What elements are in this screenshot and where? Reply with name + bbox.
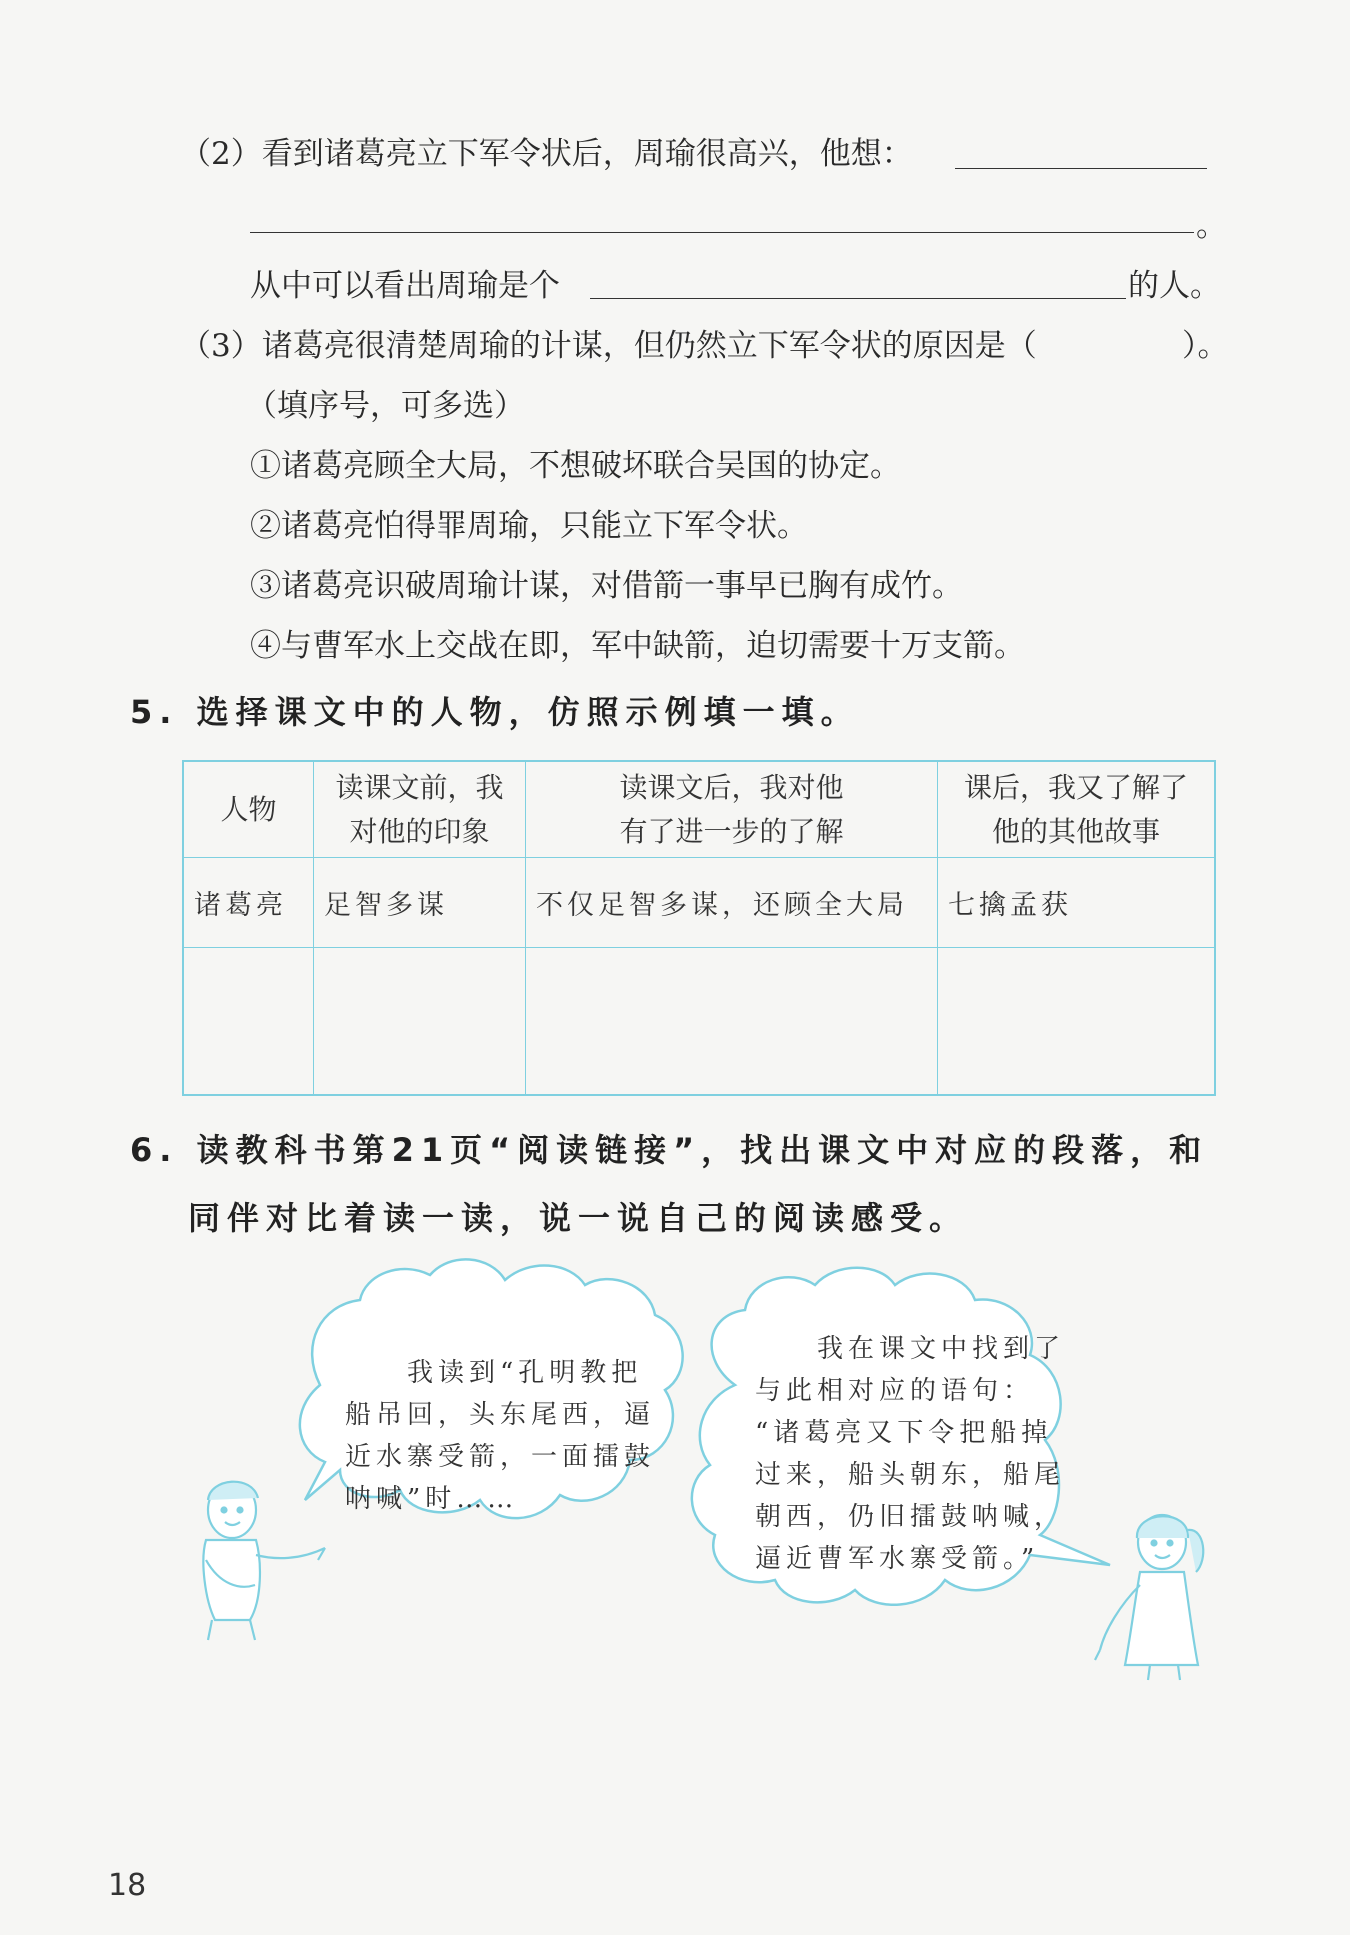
q6-line1: 6. 读教科书第21页“阅读链接”，找出课文中对应的段落，和 — [130, 1131, 1209, 1169]
q4-sub3-text: （3）诸葛亮很清楚周瑜的计谋，但仍然立下军令状的原因是（ — [180, 328, 1037, 364]
table-example-person: 诸葛亮 — [184, 858, 314, 948]
girl-illustration — [1095, 1515, 1203, 1680]
table-header-before: 读课文前，我 对他的印象 — [314, 762, 526, 858]
right-bubble-line-4: 过来，船头朝东，船尾 — [755, 1460, 1066, 1490]
q4-option-2: ②诸葛亮怕得罪周瑜，只能立下军令状。 — [250, 508, 808, 544]
q4-option-4: ④与曹军水上交战在即，军中缺箭，迫切需要十万支箭。 — [250, 628, 1025, 664]
left-bubble-line-1: 我读到“孔明教把 — [345, 1358, 643, 1388]
q5-title: 5. 选择课文中的人物，仿照示例填一填。 — [130, 693, 860, 731]
table-header-after: 读课文后，我对他 有了进一步的了解 — [526, 762, 938, 858]
table-example-before: 足智多谋 — [314, 858, 526, 948]
right-bubble-line-5: 朝西，仍旧擂鼓呐喊， — [755, 1502, 1066, 1532]
table-example-after: 不仅足智多谋，还顾全大局 — [526, 858, 938, 948]
boy-illustration — [203, 1482, 325, 1640]
table-header-person: 人物 — [184, 762, 314, 858]
table-example-other: 七擒孟获 — [938, 858, 1214, 948]
q4-sub2-line3-prefix: 从中可以看出周瑜是个 — [250, 268, 560, 304]
q4-sub3-close: ）。 — [1182, 328, 1229, 364]
q4-sub2-end-mark: 。 — [1196, 208, 1227, 244]
q6-line2: 同伴对比着读一读，说一说自己的阅读感受。 — [188, 1199, 969, 1237]
left-bubble-line-4: 呐喊”时…… — [345, 1484, 519, 1514]
q4-sub3-hint: （填序号，可多选） — [246, 388, 525, 424]
left-bubble-line-3: 近水寨受箭，一面擂鼓 — [345, 1442, 656, 1472]
right-bubble-line-3: “诸葛亮又下令把船掉 — [755, 1418, 1053, 1448]
q4-sub2-line3-suffix: 的人。 — [1128, 268, 1221, 304]
right-bubble-line-6: 逼近曹军水寨受箭。” — [755, 1544, 1040, 1574]
q4-sub2-text: （2）看到诸葛亮立下军令状后，周瑜很高兴，他想： — [180, 136, 913, 172]
right-bubble-line-2: 与此相对应的语句： — [755, 1376, 1035, 1406]
left-bubble-line-2: 船吊回，头东尾西，逼 — [345, 1400, 656, 1430]
q4-option-1: ①诸葛亮顾全大局，不想破坏联合吴国的协定。 — [250, 448, 901, 484]
q4-option-3: ③诸葛亮识破周瑜计谋，对借箭一事早已胸有成竹。 — [250, 568, 963, 604]
table-header-other-stories: 课后，我又了解了 他的其他故事 — [938, 762, 1214, 858]
right-bubble-line-1: 我在课文中找到了 — [755, 1334, 1066, 1364]
page-number: 18 — [108, 1868, 147, 1903]
